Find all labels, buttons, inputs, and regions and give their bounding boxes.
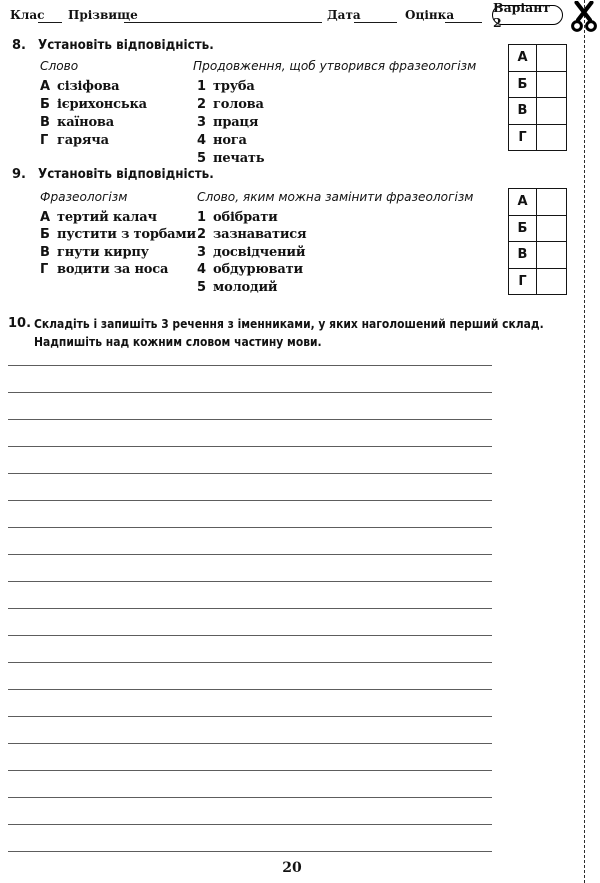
item-letter: В xyxy=(40,115,50,130)
grid-letter-cell: Г xyxy=(509,269,537,295)
writing-line[interactable] xyxy=(8,743,492,744)
item-letter: Б xyxy=(40,97,50,112)
writing-line[interactable] xyxy=(8,392,492,393)
q8-right-item xyxy=(197,111,259,130)
grid-answer-cell[interactable] xyxy=(537,189,566,215)
item-letter: А xyxy=(40,210,51,225)
item-word: гаряча xyxy=(57,133,109,148)
q8-right-item xyxy=(197,75,255,94)
writing-line[interactable] xyxy=(8,473,492,474)
variant-badge: Варіант 2 xyxy=(492,5,563,25)
grid-letter-cell: А xyxy=(509,189,537,215)
item-number: 1 xyxy=(197,210,207,225)
item-word: праця xyxy=(213,115,259,130)
grade-blank-field[interactable] xyxy=(445,8,482,23)
q8-left-column-header: Слово xyxy=(40,58,79,73)
scissors-icon xyxy=(569,1,599,37)
q8-right-item xyxy=(197,93,264,112)
q8-right-item xyxy=(197,129,247,148)
page-number: 20 xyxy=(282,860,302,876)
q8-left-item xyxy=(40,93,147,112)
q9-right-item xyxy=(197,241,306,260)
item-word: печать xyxy=(213,151,265,166)
grid-answer-cell[interactable] xyxy=(537,125,566,151)
writing-line[interactable] xyxy=(8,365,492,366)
q8-right-item xyxy=(197,147,265,166)
grid-letter-cell: Б xyxy=(509,72,537,98)
date-blank-field[interactable] xyxy=(354,8,397,23)
q8-right-column-header: Продовження, щоб утворився фразеологізм xyxy=(193,58,477,73)
item-number: 4 xyxy=(197,262,207,277)
item-word: молодий xyxy=(213,280,278,295)
surname-blank-field[interactable] xyxy=(124,8,322,23)
item-word: каїнова xyxy=(57,115,114,130)
item-number: 5 xyxy=(197,151,207,166)
q8-title: Установіть відповідність. xyxy=(38,38,214,53)
answer-grid-row xyxy=(509,97,566,124)
q9-title: Установіть відповідність. xyxy=(38,167,214,182)
grid-answer-cell[interactable] xyxy=(537,72,566,98)
q10-text-line2: Надпишіть над кожним словом частину мови. xyxy=(34,334,322,349)
item-number: 2 xyxy=(197,97,207,112)
q9-left-item xyxy=(40,241,149,260)
item-word: ієрихонська xyxy=(57,97,147,112)
item-word: зазнаватися xyxy=(213,227,307,242)
writing-line[interactable] xyxy=(8,419,492,420)
q10-number: 10. xyxy=(8,316,32,331)
item-word: голова xyxy=(213,97,264,112)
writing-line[interactable] xyxy=(8,689,492,690)
item-number: 3 xyxy=(197,245,207,260)
answer-grid-row xyxy=(509,268,566,295)
grid-answer-cell[interactable] xyxy=(537,98,566,124)
answer-grid-row xyxy=(509,215,566,242)
answer-grid-row xyxy=(509,71,566,98)
q8-number: 8. xyxy=(12,38,26,53)
q9-number: 9. xyxy=(12,167,26,182)
item-word: водити за носа xyxy=(57,262,169,277)
grid-answer-cell[interactable] xyxy=(537,269,566,295)
item-word: обібрати xyxy=(213,210,278,225)
writing-line[interactable] xyxy=(8,500,492,501)
item-number: 5 xyxy=(197,280,207,295)
item-word: гнути кирпу xyxy=(57,245,149,260)
q9-left-item xyxy=(40,206,157,225)
q8-left-item xyxy=(40,129,109,148)
q8-left-item xyxy=(40,111,114,130)
grid-letter-cell: Г xyxy=(509,125,537,151)
class-blank-field[interactable] xyxy=(38,8,62,23)
writing-line[interactable] xyxy=(8,635,492,636)
grid-letter-cell: В xyxy=(509,242,537,268)
writing-line[interactable] xyxy=(8,851,492,852)
q9-left-item xyxy=(40,223,196,242)
q8-answer-grid xyxy=(508,44,567,151)
grid-letter-cell: Б xyxy=(509,216,537,242)
writing-line[interactable] xyxy=(8,446,492,447)
writing-line[interactable] xyxy=(8,716,492,717)
item-number: 4 xyxy=(197,133,207,148)
q9-answer-grid xyxy=(508,188,567,295)
item-word: пустити з торбами xyxy=(57,227,196,242)
answer-grid-row xyxy=(509,241,566,268)
item-number: 3 xyxy=(197,115,207,130)
q9-right-item xyxy=(197,223,307,242)
writing-line[interactable] xyxy=(8,797,492,798)
item-letter: В xyxy=(40,245,50,260)
q10-text-line1: Складіть і запишіть 3 речення з іменниками, у яких наголошений перший склад. xyxy=(34,316,544,331)
writing-line[interactable] xyxy=(8,554,492,555)
answer-grid-row xyxy=(509,45,566,71)
cut-dashed-line xyxy=(584,0,585,883)
writing-line[interactable] xyxy=(8,662,492,663)
writing-line[interactable] xyxy=(8,581,492,582)
item-letter: А xyxy=(40,79,51,94)
q9-left-column-header: Фразеологізм xyxy=(40,189,128,204)
writing-line[interactable] xyxy=(8,608,492,609)
answer-grid-row xyxy=(509,124,566,151)
item-letter: Б xyxy=(40,227,50,242)
item-word: нога xyxy=(213,133,247,148)
grid-answer-cell[interactable] xyxy=(537,45,566,71)
item-number: 1 xyxy=(197,79,207,94)
item-word: тертий калач xyxy=(57,210,157,225)
item-word: обдурювати xyxy=(213,262,303,277)
item-number: 2 xyxy=(197,227,207,242)
item-letter: Г xyxy=(40,262,49,277)
writing-line[interactable] xyxy=(8,527,492,528)
writing-line[interactable] xyxy=(8,770,492,771)
grid-answer-cell[interactable] xyxy=(537,242,566,268)
item-word: труба xyxy=(213,79,255,94)
grade-label: Оцінка xyxy=(405,8,455,22)
grid-answer-cell[interactable] xyxy=(537,216,566,242)
writing-lines xyxy=(8,365,492,857)
answer-grid-row xyxy=(509,189,566,215)
date-label: Дата xyxy=(327,8,361,22)
item-word: досвідчений xyxy=(213,245,306,260)
item-letter: Г xyxy=(40,133,49,148)
grid-letter-cell: В xyxy=(509,98,537,124)
q9-right-item xyxy=(197,206,278,225)
q8-left-item xyxy=(40,75,120,94)
q9-right-item xyxy=(197,276,278,295)
q9-right-column-header: Слово, яким можна замінити фразеологізм xyxy=(197,189,474,204)
class-label: Клас xyxy=(10,8,45,22)
writing-line[interactable] xyxy=(8,824,492,825)
grid-letter-cell: А xyxy=(509,45,537,71)
surname-label: Прізвище xyxy=(68,8,138,22)
q9-left-item xyxy=(40,258,169,277)
q9-right-item xyxy=(197,258,303,277)
item-word: сізіфова xyxy=(57,79,120,94)
